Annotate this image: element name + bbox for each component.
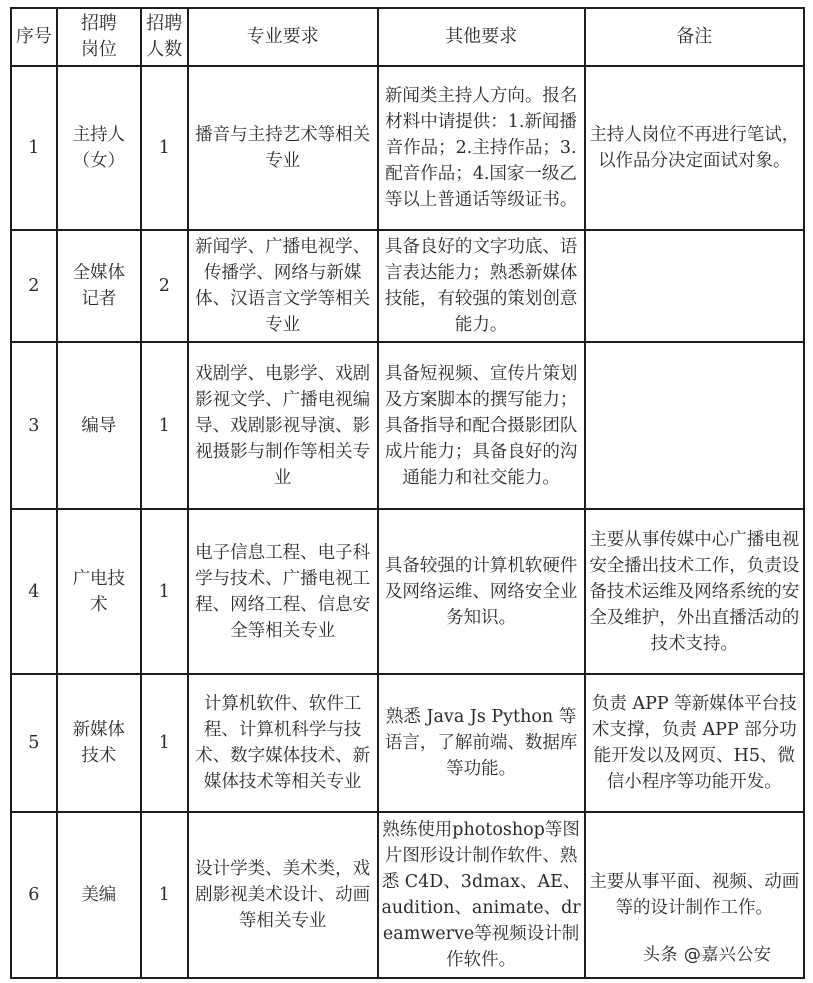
row-count: 2	[141, 230, 188, 342]
row-other: 具备较强的计算机软硬件及网络运维、网络安全业务知识。	[378, 509, 585, 674]
row-other: 具备短视频、宣传片策划及方案脚本的撰写能力；具备指导和配合摄影团队成片能力；具备良好的沟通能力和社交能力。	[378, 342, 585, 509]
table-row	[11, 342, 804, 509]
row-major: 播音与主持艺术等相关专业	[188, 66, 378, 230]
row-index: 6	[11, 812, 57, 978]
recruitment-table	[10, 7, 805, 979]
header-other: 其他要求	[378, 8, 585, 66]
row-other: 具备良好的文字功底、语言表达能力；熟悉新媒体技能，有较强的策划创意能力。	[378, 230, 585, 342]
row-count: 1	[141, 509, 188, 674]
row-note: 主要从事平面、视频、动画等的设计制作工作。	[585, 812, 804, 978]
header-note: 备注	[585, 8, 804, 66]
row-note	[585, 230, 804, 342]
row-count: 1	[141, 66, 188, 230]
row-position: 全媒体记者	[57, 230, 141, 342]
row-position: 主持人（女）	[57, 66, 141, 230]
header-count: 招聘人数	[141, 8, 188, 66]
header-major: 专业要求	[188, 8, 378, 66]
row-position: 美编	[57, 812, 141, 978]
row-note: 主要从事传媒中心广播电视安全播出技术工作，负责设备技术运维及网络系统的安全及维护，外出直播活动的技术支持。	[585, 509, 804, 674]
table-row	[11, 230, 804, 342]
row-major: 电子信息工程、电子科学与技术、广播电视工程、网络工程、信息安全等相关专业	[188, 509, 378, 674]
header-position: 招聘岗位	[57, 8, 141, 66]
row-index: 3	[11, 342, 57, 509]
row-position: 新媒体技术	[57, 674, 141, 812]
row-index: 4	[11, 509, 57, 674]
row-index: 1	[11, 66, 57, 230]
row-count: 1	[141, 812, 188, 978]
row-count: 1	[141, 342, 188, 509]
table-row	[11, 66, 804, 230]
row-note	[585, 342, 804, 509]
row-index: 2	[11, 230, 57, 342]
row-note: 主持人岗位不再进行笔试，以作品分决定面试对象。	[585, 66, 804, 230]
row-note: 负责 APP 等新媒体平台技术支撑，负责 APP 部分功能开发以及网页、H5、微信小程序等功能开发。	[585, 674, 804, 812]
row-position: 编导	[57, 342, 141, 509]
row-other: 熟练使用photoshop等图片图形设计制作软件、熟悉 C4D、3dmax、AE、audition、animate、dreamwerve等视频设计制作软件。	[378, 812, 585, 978]
header-index: 序号	[11, 8, 57, 66]
row-index: 5	[11, 674, 57, 812]
row-major: 戏剧学、电影学、戏剧影视文学、广播电视编导、戏剧影视导演、影视摄影与制作等相关专业	[188, 342, 378, 509]
table-row	[11, 509, 804, 674]
header-row	[11, 8, 804, 66]
row-other: 新闻类主持人方向。报名材料中请提供：1.新闻播音作品；2.主持作品；3.配音作品；4.国家一级乙等以上普通话等级证书。	[378, 66, 585, 230]
row-count: 1	[141, 674, 188, 812]
row-major: 计算机软件、软件工程、计算机科学与技术、数字媒体技术、新媒体技术等相关专业	[188, 674, 378, 812]
row-major: 设计学类、美术类，戏剧影视美术设计、动画等相关专业	[188, 812, 378, 978]
table-row	[11, 674, 804, 812]
row-position: 广电技术	[57, 509, 141, 674]
watermark: 头条 @嘉兴公安	[643, 945, 772, 965]
row-major: 新闻学、广播电视学、传播学、网络与新媒体、汉语言文学等相关专业	[188, 230, 378, 342]
row-other: 熟悉 Java Js Python 等语言，了解前端、数据库等功能。	[378, 674, 585, 812]
